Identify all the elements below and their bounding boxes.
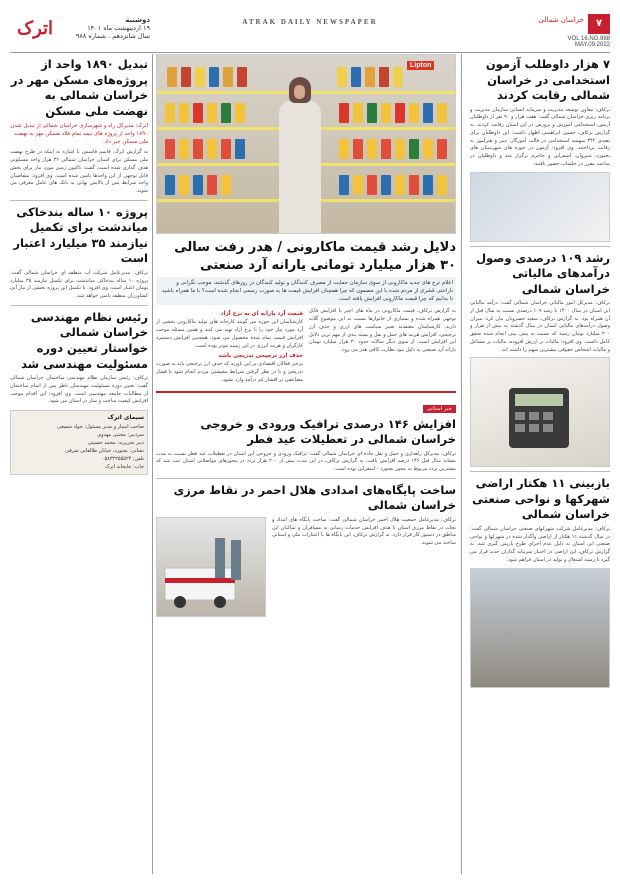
story-tax-body: ترکاف: مدیرکل امور مالیاتی خراسان شمالی گفت: درآمد مالیاتی این استان در سال ۱۴۰۰ با رشد ۱۰۹ درصدی نسبت به سال قبل از آن همراه بود. به گزارش ترکاف، سعید خسرویان بیان کرد: میزان وصول درآمدهای مالیاتی استان در سال گذشته به بیش از هزار و ۳۰۰ میلیارد تومان رسید که نسبت به پیش بینی انجام شده تحقق کامل داشت. وی افزود: مالیات بر ارزش افزوده، مالیات بر مشاغل و مالیات اشخاص حقوقی بیشترین سهم را داشته اند.	[470, 300, 610, 353]
story-industrial-headline: بازبینی ۱۱ هکتار اراضی شهرکها و نواحی صنعتی خراسان شمالی	[472, 476, 610, 522]
shelf-sign: Lipton	[407, 61, 434, 70]
page-number: ۷	[588, 14, 610, 34]
masthead-line: تلفن: ۰۵۸۳۲۲۵۵۵۲۴	[101, 456, 144, 463]
issue-line: سال شانزدهم . شماره ۹۸۸	[75, 32, 150, 40]
main-lead: اعلام نرخ های جدید ماکارونی از سوی سازمان حمایت از مصرف کنندگان و تولید کنندگان در روزهای گذشته، موجب نگرانی و ناراحتی قشری از مردم شده با این مضمون که چرا همچنان افزایش قیمت ها به صورت رسمی انجام شده است؟ با ما همراه باشید تا بدانیم که چرا قیمت ماکارونی افزایش یافته است.	[156, 277, 456, 305]
masthead-line: صاحب امتیاز و مدیر مسئول: جواد شفیعی	[57, 424, 144, 431]
story-industrial-body: ترکاف: مدیرعامل شرکت شهرکهای صنعتی خراسان شمالی گفت: در سال گذشته ۱۱ هکتار از اراضی واگذار شده در شهرکها و نواحی صنعتی این استان به دلیل عدم اجرای طرح بازپس گیری شد. به گزارش ترکاف، این اراضی در اختیار سرمایه گذاران جدید قرار می گیرد تا زمینه اشتغال و تولید در استان فراهم شود.	[470, 525, 610, 563]
red-crescent-headline: ساخت پایگاه‌های امدادی هلال احمر در نقاط مرزی خراسان شمالی	[173, 482, 456, 513]
header-divider	[10, 52, 610, 53]
main-subhead-2: حذف ارز ترجیحی تدریجی باشد	[218, 353, 303, 360]
traffic-headline: افزایش ۱۴۶ درصدی ترافیک ورودی و خروجی خراسان شمالی در تعطیلات عید فطر	[200, 416, 456, 447]
news-kicker: خبر استانی	[423, 405, 456, 413]
red-crescent-story	[156, 517, 456, 617]
engineering-body: ترکاف: رئیس سازمان نظام مهندسی ساختمان خراسان شمالی گفت: تعیین دوره مسئولیت مهندسان ناظر پس از اتمام ساختمان از مطالبات جامعه مهندسی است. وی افزود: این اقدام موجب افزایش کیفیت ساخت و ساز در استان می شود.	[10, 375, 148, 405]
shopper-figure	[275, 77, 323, 234]
divider	[470, 246, 610, 247]
main-body-b: کارشناسان این حوزه می گویند کارخانه های تولید ماکارونی بخشی از آرد مورد نیاز خود را با نرخ آزاد تهیه می کنند و همین مسئله موجب افزایش قیمت تمام شده محصول می شود. همچنین افزایش دستمزد کارگران و هزینه انرژی در این زمینه موثر بوده است.	[156, 319, 303, 349]
atrak-logo: اترک	[16, 18, 54, 39]
main-headline: دلایل رشد قیمت ماکارونی / هدر رفت سالی ۳۰ هزار میلیارد تومانی یارانه آرد صنعتی	[174, 240, 456, 273]
housing-lead: اترک: مدیرکل راه و شهرسازی خراسان شمالی از تبدیل شدن ۱۸۹۰ واحد از پروژه های نیمه تمام قلاد مسکن مهر به نهضت ملی مسکن خبر داد.	[10, 123, 148, 146]
ambulance-icon	[156, 518, 265, 617]
column-divider	[461, 54, 462, 874]
main-story-columns	[156, 308, 456, 386]
main-body-col-1	[309, 308, 456, 386]
story-exam-headline: ۷ هزار داوطلب آزمون استخدامی در خراسان شمالی رقابت کردند	[485, 57, 610, 103]
header-right	[480, 14, 610, 52]
divider	[10, 200, 148, 201]
persian-date: ۱۹ اردیبهشت ماه ۱۴۰۱	[87, 24, 150, 32]
housing-headline: تبدیل ۱۸۹۰ واحد از پروژه‌های مسکن مهر در خراسان شمالی به نهضت ملی مسکن	[10, 57, 148, 118]
red-crescent-body: ترکاف: مدیرعامل جمعیت هلال احمر خراسان شمالی گفت: ساخت پایگاه های امداد و نجات در نقاط مرزی استان با هدف افزایش خدمات رسانی به مسافران و ساکنان این مناطق در دستور کار قرار دارد. به گزارش ترکاف، این پایگاه ها با اعتبارات ملی و استانی ساخته می شوند.	[272, 516, 456, 547]
center-column	[156, 54, 456, 874]
masthead-line: دبیر تحریریه: محمد حسینی	[87, 440, 144, 447]
main-body-c: برخی فعالان اقتصادی بر این باورند که حذف ارز ترجیحی باید به صورت تدریجی و با در نظر گرفتن شرایط معیشتی مردم انجام شود تا فشار مضاعفی بر اقشار کم درآمد وارد نشود.	[156, 361, 303, 383]
dam-headline: پروژه ۱۰ ساله بندخاکی میاندشت برای تکمیل نیازمند ۳۵ میلیارد اعتبار است	[13, 204, 148, 266]
traffic-body: ترکاف: مدیرکل راهداری و حمل و نقل جاده ای خراسان شمالی گفت: ترافیک ورودی و خروجی این استان در تعطیلات عید فطر نسبت به مدت مشابه سال قبل ۱۴۶ درصد افزایش یافت. به گزارش ترکاف، در این مدت بیش از ۲۰۰ هزار تردد در محورهای مواصلاتی استان ثبت شد که بیشترین تردد مربوط به محور بجنورد - اسفراین بوده است.	[156, 450, 456, 473]
volume-line	[480, 36, 610, 48]
newspaper-name-en: ATRAK DAILY NEWSPAPER	[242, 18, 378, 26]
right-column	[470, 54, 610, 874]
masthead-line: نشانی: بجنورد، خیابان طالقانی شرقی	[65, 448, 144, 455]
traffic-story	[156, 391, 456, 474]
persian-date-block	[64, 16, 150, 40]
left-column	[10, 54, 148, 874]
engineering-headline: رئیس نظام مهندسی خراسان شمالی خواستار تعیین دوره مسئولیت مهندسی شد	[21, 309, 148, 371]
calculator-icon	[470, 358, 609, 467]
supermarket-photo	[156, 54, 456, 234]
red-crescent-photo	[156, 517, 266, 617]
story-exam-body: ترکاف: معاون توسعه مدیریت و سرمایه انسانی سازمان مدیریت و برنامه ریزی خراسان شمالی گفت: هفت هزار و ۹۰ نفر از داوطلبان آزمون استخدامی آموزش و پرورش در این استان رقابت کردند. به گزارش ترکاف، حسین ابراهیمی اظهار داشت: این داوطلبان برای تصدی ۳۴۲ سهمیه استخدامی در قالب آموزگار، دبیر و هنرآموز به رقابت پرداختند. وی افزود: آزمون در حوزه های شهرستان های بجنورد، شیروان، اسفراین و جاجرم برگزار شد و داوطلبان در ساعت مقرر در جلسات حضور یافتند.	[470, 106, 610, 167]
section-tag: خراسان شمالی	[538, 16, 584, 24]
industrial-park-photo	[470, 568, 610, 688]
weekday: دوشنبه	[125, 16, 150, 24]
dam-body: ترکاف: مدیرعامل شرکت آب منطقه ای خراسان شمالی گفت: پروژه ۱۰ ساله بندخاکی میاندشت برای تکمیل نیازمند ۳۵ میلیارد تومان اعتبار است. وی افزود: با تکمیل این پروژه بخشی از نیاز آبی کشاورزان منطقه تامین خواهد شد.	[10, 269, 148, 300]
main-body-col-2	[156, 308, 303, 386]
page-header	[10, 14, 610, 52]
story-tax-headline: رشد ۱۰۹ درصدی وصول درآمدهای مالیاتی خراسان شمالی	[476, 250, 610, 296]
divider	[156, 478, 456, 479]
divider	[10, 305, 148, 306]
main-body-a: به گزارش ترکاف، قیمت ماکارونی در ماه های اخیر با افزایش قابل توجهی همراه شده و بسیاری از خانوارها نسبت به این موضوع گلایه دارند. کارشناسان معتقدند تغییر سیاست های ارزی و حذف ارز ترجیحی، افزایش هزینه های حمل و نقل و بسته بندی از مهم ترین دلایل این افزایش است. از سوی دیگر سالانه حدود ۳۰ هزار میلیارد تومان یارانه آرد صنعتی به دلیل نبود نظارت کافی هدر می رود.	[309, 308, 456, 354]
volume-number: VOL 16.NO.988	[567, 36, 610, 42]
header-left	[10, 14, 150, 52]
column-divider	[152, 54, 153, 874]
calculator-photo	[470, 357, 610, 467]
housing-body: به گزارش اترک، قاسم قاسمی با اشاره به اینکه در طرح نهضت ملی مسکن برای استان خراسان شمالی ۳۶ هزار واحد مسکونی هدف گذاری شده است، گفت: تاکنون زمین مورد نیاز برای بخش قابل توجهی از این واحدها تامین شده است. وی افزود: متقاضیان واجد شرایط پس از پالایش نهایی به بانک های عامل معرفی می شوند.	[10, 149, 148, 195]
divider	[470, 471, 610, 472]
main-subhead-1: قیمت آرد یارانه ای به نرخ آزاد	[220, 311, 303, 318]
masthead-line: سردبیر: مجتبی مهدوی	[97, 432, 144, 439]
masthead-box	[10, 410, 148, 475]
masthead-title: سیمای اترک	[107, 414, 144, 422]
masthead-line: چاپ: چاپخانه اترک	[104, 464, 144, 471]
exam-hall-photo	[470, 172, 610, 242]
english-date: MAY.09.2022	[574, 42, 610, 48]
